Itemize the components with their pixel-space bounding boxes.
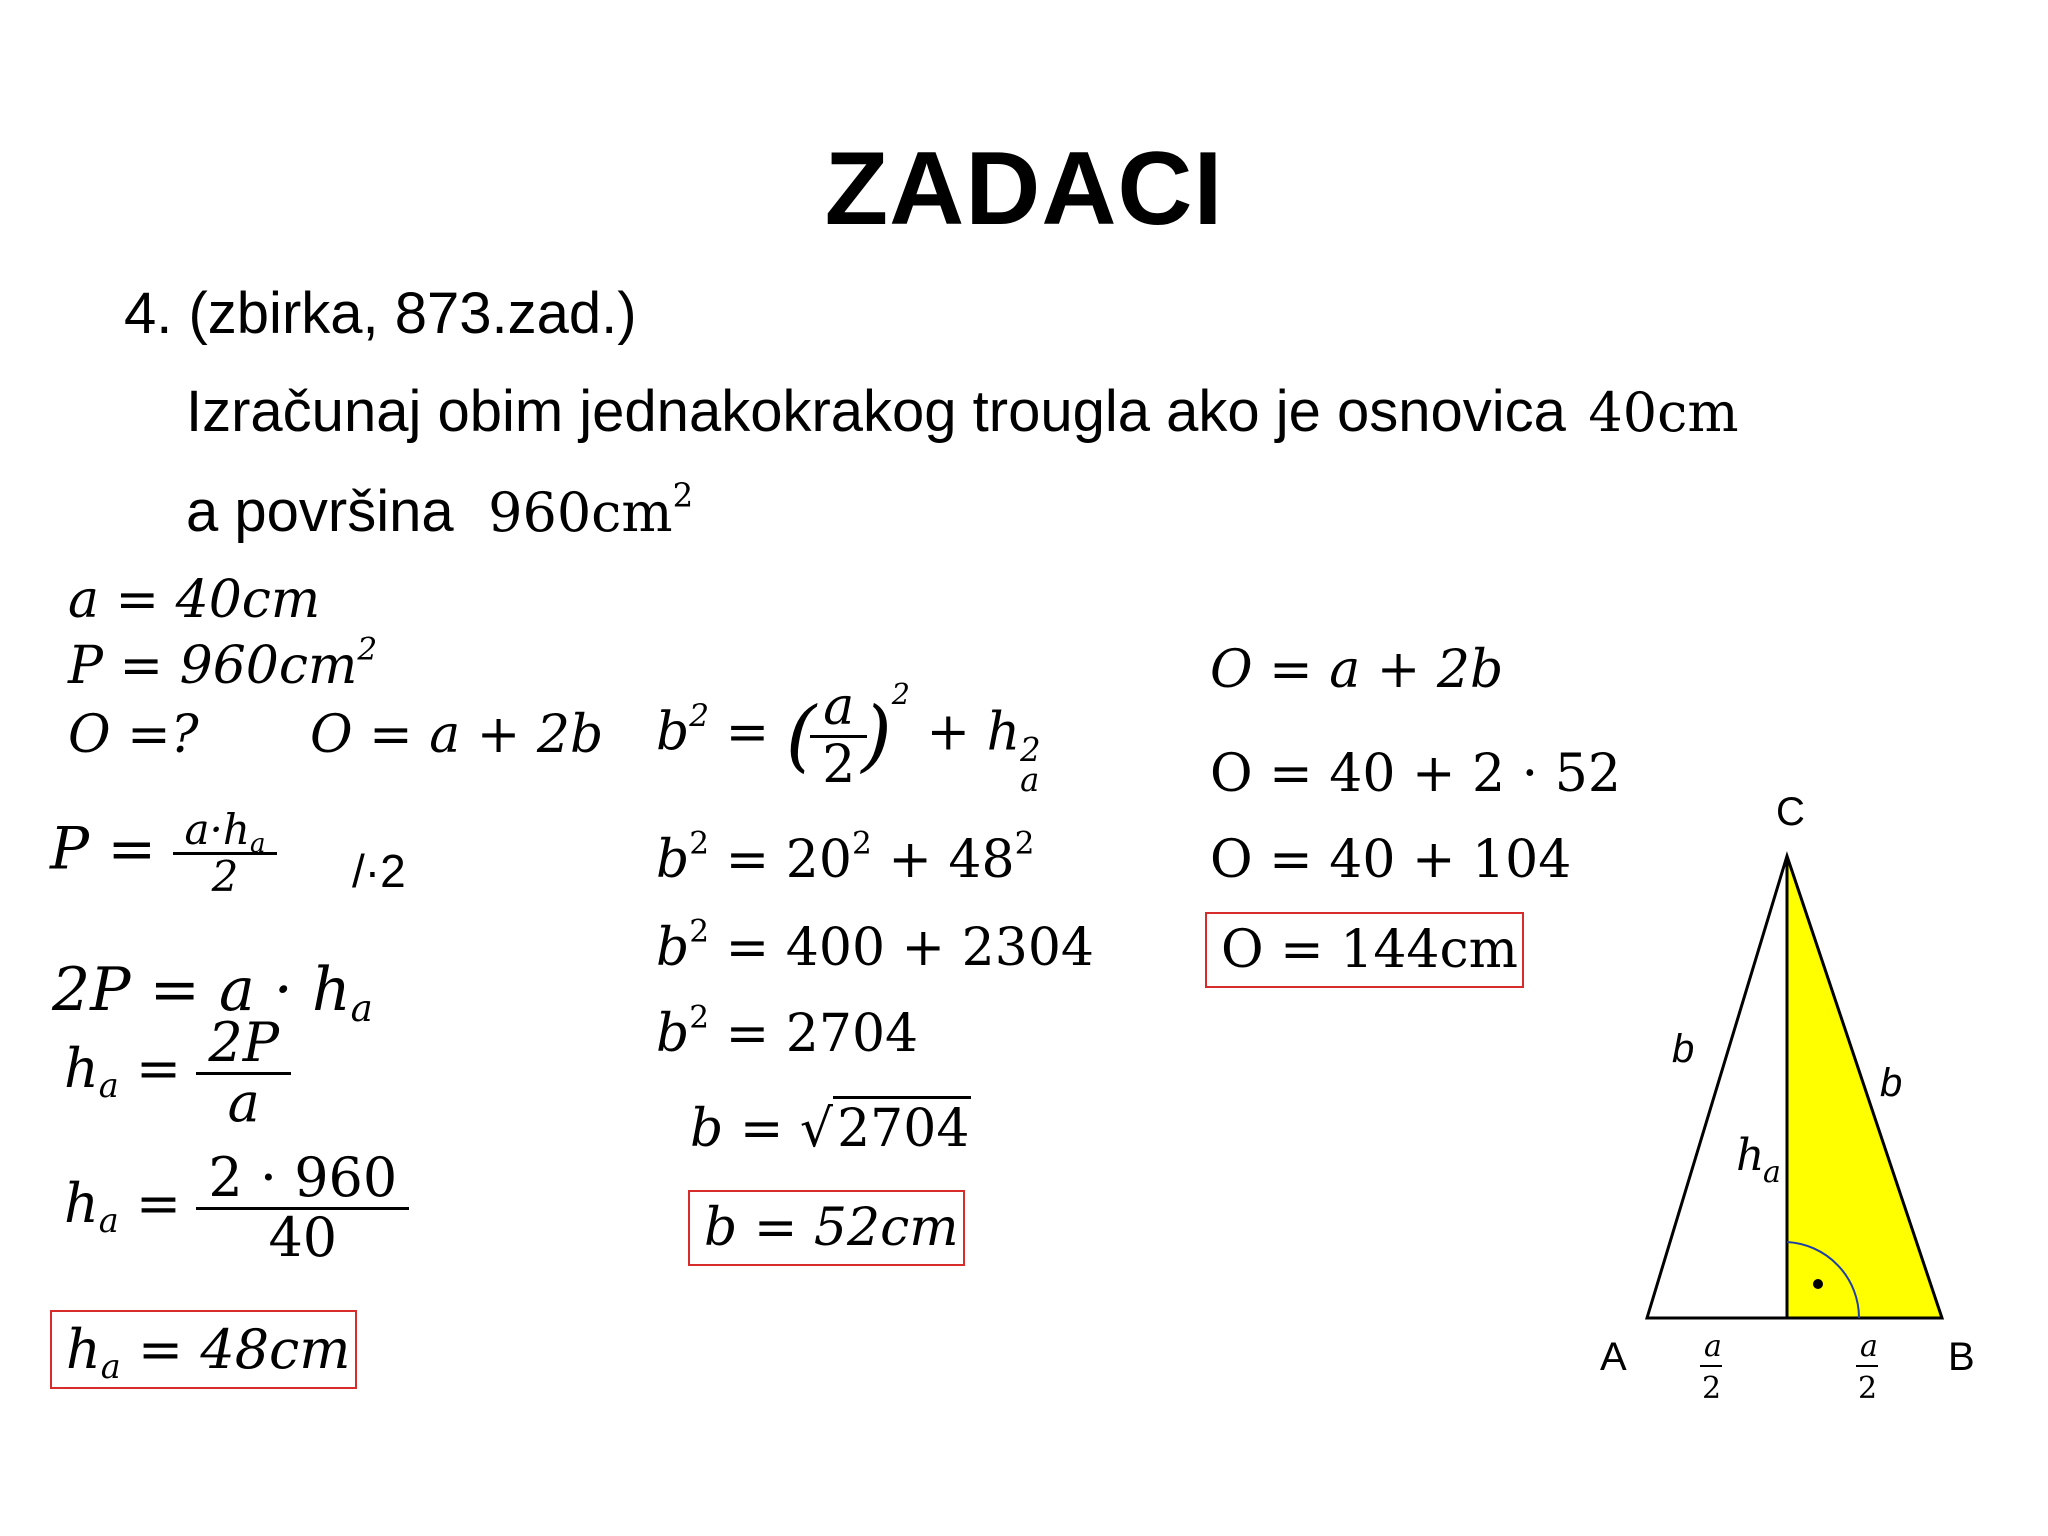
area-formula: P = $\frac{a\cdot h_a}{2}$ — [50, 808, 275, 899]
half-right-den: 2 — [1858, 1371, 1878, 1406]
ha-result: $h_a = 48cm$ — [50, 1310, 357, 1389]
ha-formula: $h_a$ = $\frac{2P}{a}$ — [64, 1015, 289, 1131]
perimeter-line-1: O = a + 2b — [1210, 640, 1504, 700]
task-line-1-value: 40cm — [1588, 381, 1739, 444]
height-sub-label: a — [1763, 1155, 1781, 1190]
vertex-b-label: B — [1948, 1335, 1975, 1379]
page-title: ZADACI — [824, 131, 1224, 247]
given-P: $P = 960cm^2$ — [68, 631, 378, 696]
given-O: O =? — [68, 705, 199, 765]
pythagoras-step-2: $b^2 = 400 + 2304$ — [656, 913, 1094, 978]
side-left-label: b — [1672, 1027, 1695, 1071]
task-line-2 — [186, 478, 693, 545]
given-a: a = 40cm — [68, 570, 321, 630]
half-left-den: 2 — [1702, 1371, 1722, 1406]
ha-substituted: $h_a$ = $\frac{2 \cdot 960}{40}$ — [64, 1150, 407, 1266]
task-line-2-text: a površina — [186, 479, 454, 544]
triangle-diagram — [1580, 780, 2020, 1440]
pythagoras-formula: $b^2$ = ( $\frac{a}{2}$ )$^2$ + h 2 a — [656, 676, 1041, 800]
perimeter-result: O = 144cm — [1205, 912, 1524, 988]
sqrt-step: b = √2704 — [690, 1096, 971, 1159]
right-angle-dot — [1813, 1279, 1823, 1289]
area-operation: /·2 — [352, 845, 406, 897]
half-left-num: a — [1704, 1329, 1722, 1364]
vertex-c-label: C — [1776, 790, 1805, 834]
task-line-2-value: $960cm^2$ — [488, 476, 694, 544]
side-right-label: b — [1880, 1061, 1903, 1105]
pythagoras-step-3: $b^2 = 2704$ — [656, 999, 919, 1064]
height-label: h — [1736, 1130, 1765, 1181]
formula-perimeter: O = a + 2b — [310, 705, 604, 765]
task-line-1 — [186, 378, 1739, 445]
perimeter-line-3: O = 40 + 104 — [1210, 830, 1572, 890]
vertex-a-label: A — [1600, 1335, 1627, 1379]
half-right-num: a — [1860, 1329, 1878, 1364]
pythagoras-step-1: $b^2 = 20^2 + 48^2$ — [656, 825, 1035, 890]
task-line-1-text: Izračunaj obim jednakokrakog trougla ako je osnovica — [186, 379, 1566, 444]
task-number: 4. (zbirka, 873.zad.) — [124, 281, 637, 346]
b-result: b = 52cm — [688, 1190, 965, 1266]
perimeter-line-2: O = 40 + 2 · 52 — [1210, 744, 1621, 804]
twoP-equation: $2P = a \cdot h_a$ — [52, 955, 373, 1031]
